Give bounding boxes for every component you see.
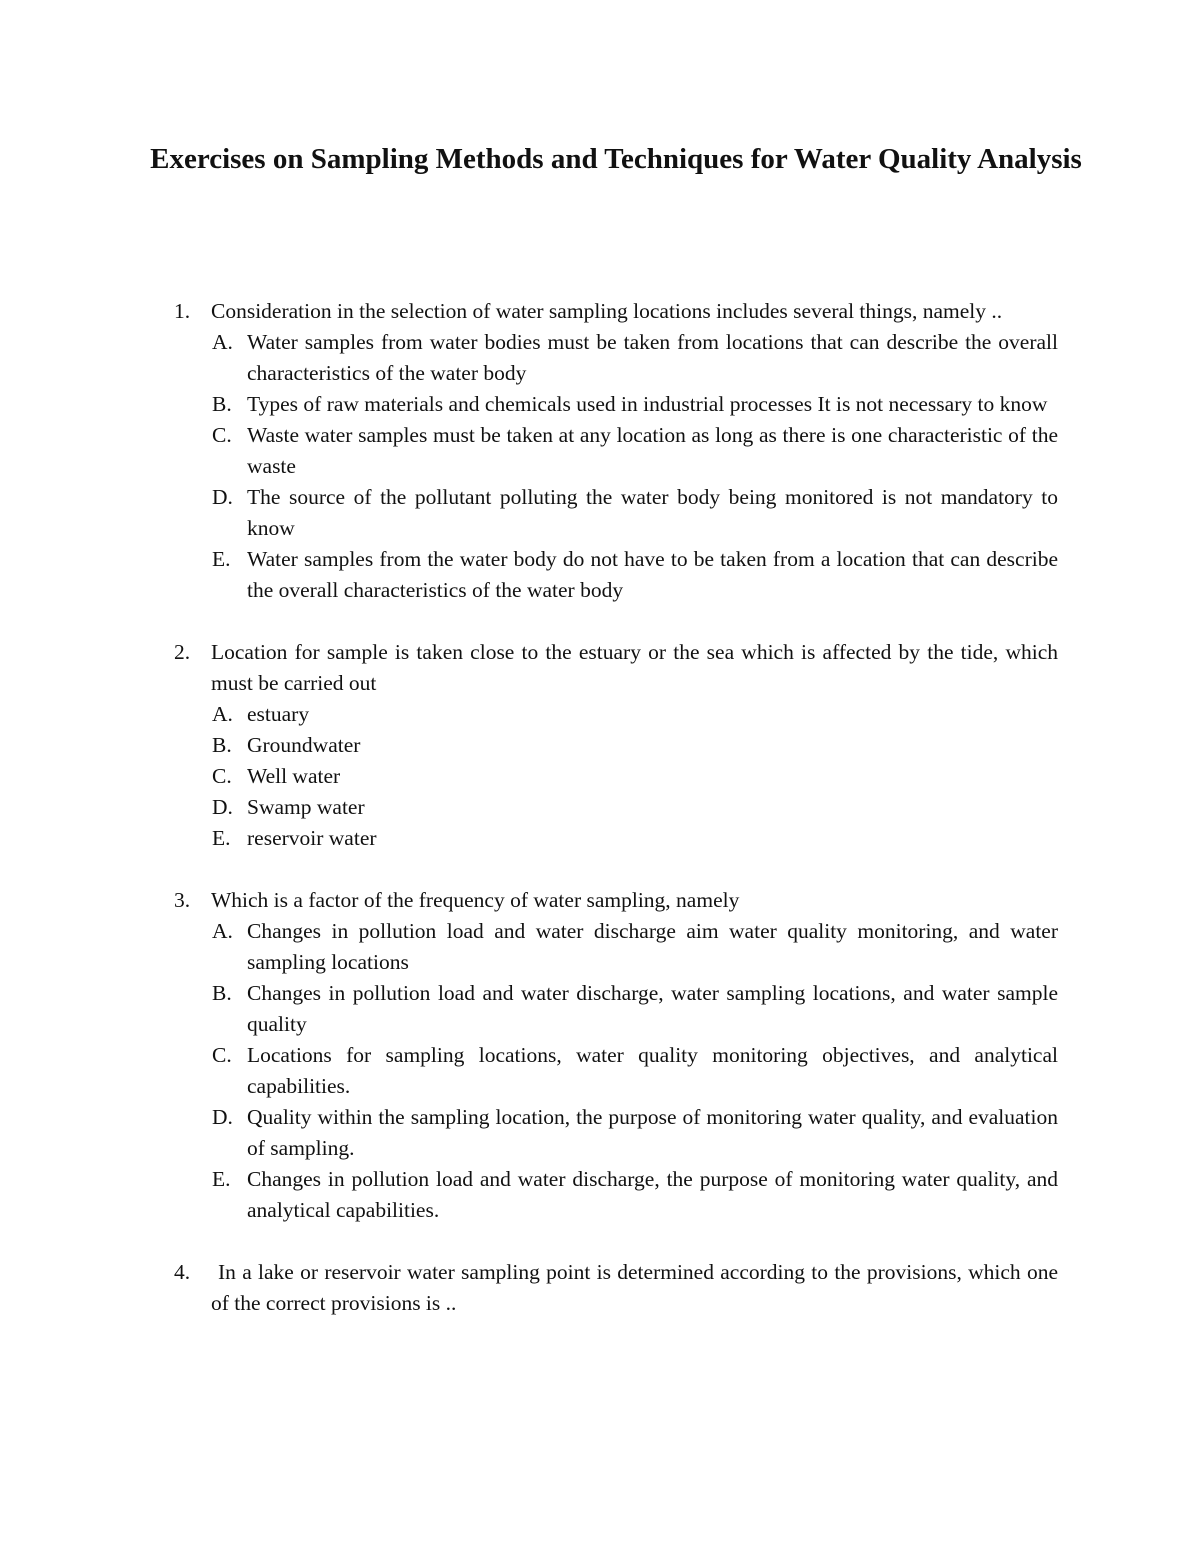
option-text: Water samples from water bodies must be taken from locations that can describe the overall characteristics of the water body xyxy=(247,330,1058,385)
option-letter: C. xyxy=(212,423,232,447)
document-title: Exercises on Sampling Methods and Techniques for Water Quality Analysis xyxy=(150,143,1082,175)
option-text: Types of raw materials and chemicals used in industrial processes It is not necessary to know xyxy=(247,392,1048,416)
question-1 xyxy=(0,296,1200,606)
option-b xyxy=(0,389,1200,420)
option-list xyxy=(0,699,1200,854)
option-letter: C. xyxy=(212,1043,232,1067)
option-text: Swamp water xyxy=(247,795,365,819)
option-letter: C. xyxy=(212,764,232,788)
option-b xyxy=(0,978,1200,1040)
option-text: Locations for sampling locations, water quality monitoring objectives, and analytical capabilities. xyxy=(247,1043,1058,1098)
option-text: The source of the pollutant polluting the water body being monitored is not mandatory to know xyxy=(247,485,1058,540)
question-3 xyxy=(0,885,1200,1226)
option-e xyxy=(0,823,1200,854)
option-d xyxy=(0,792,1200,823)
option-text: Changes in pollution load and water discharge, the purpose of monitoring water quality, and analytical capabilities. xyxy=(247,1167,1058,1222)
question-text: Location for sample is taken close to the estuary or the sea which is affected by the tide, which must be carried out xyxy=(211,640,1058,695)
option-e xyxy=(0,1164,1200,1226)
option-letter: A. xyxy=(212,702,233,726)
option-letter: B. xyxy=(212,392,232,416)
question-number: 3. xyxy=(174,888,191,912)
option-letter: B. xyxy=(212,981,232,1005)
option-list xyxy=(0,916,1200,1226)
option-text: reservoir water xyxy=(247,826,377,850)
option-letter: A. xyxy=(212,330,233,354)
option-letter: A. xyxy=(212,919,233,943)
option-list xyxy=(0,327,1200,606)
option-text: Well water xyxy=(247,764,341,788)
option-a xyxy=(0,916,1200,978)
option-letter: E. xyxy=(212,1167,231,1191)
question-list xyxy=(0,296,1200,1350)
option-a xyxy=(0,699,1200,730)
option-letter: D. xyxy=(212,1105,233,1129)
option-c xyxy=(0,761,1200,792)
option-text: Waste water samples must be taken at any location as long as there is one characteristic of the waste xyxy=(247,423,1058,478)
question-2 xyxy=(0,637,1200,854)
option-text: Changes in pollution load and water discharge, water sampling locations, and water sample quality xyxy=(247,981,1058,1036)
option-c xyxy=(0,420,1200,482)
option-letter: D. xyxy=(212,795,233,819)
option-text: estuary xyxy=(247,702,310,726)
question-number: 2. xyxy=(174,640,191,664)
option-a xyxy=(0,327,1200,389)
option-text: Quality within the sampling location, the purpose of monitoring water quality, and evaluation of sampling. xyxy=(247,1105,1058,1160)
question-4 xyxy=(0,1257,1200,1319)
option-letter: D. xyxy=(212,485,233,509)
option-d xyxy=(0,1102,1200,1164)
option-text: Changes in pollution load and water discharge aim water quality monitoring, and water sampling locations xyxy=(247,919,1058,974)
option-b xyxy=(0,730,1200,761)
option-c xyxy=(0,1040,1200,1102)
option-e xyxy=(0,544,1200,606)
option-letter: B. xyxy=(212,733,232,757)
question-text: Which is a factor of the frequency of water sampling, namely xyxy=(211,888,740,912)
option-letter: E. xyxy=(212,547,231,571)
option-text: Groundwater xyxy=(247,733,361,757)
question-text: In a lake or reservoir water sampling point is determined according to the provisions, which one of the correct provisions is .. xyxy=(211,1260,1058,1315)
question-number: 4. xyxy=(174,1260,191,1284)
option-letter: E. xyxy=(212,826,231,850)
option-text: Water samples from the water body do not have to be taken from a location that can describe the overall characteristics of the water body xyxy=(247,547,1058,602)
question-number: 1. xyxy=(174,299,191,323)
option-d xyxy=(0,482,1200,544)
question-text: Consideration in the selection of water sampling locations includes several things, namely .. xyxy=(211,299,1003,323)
